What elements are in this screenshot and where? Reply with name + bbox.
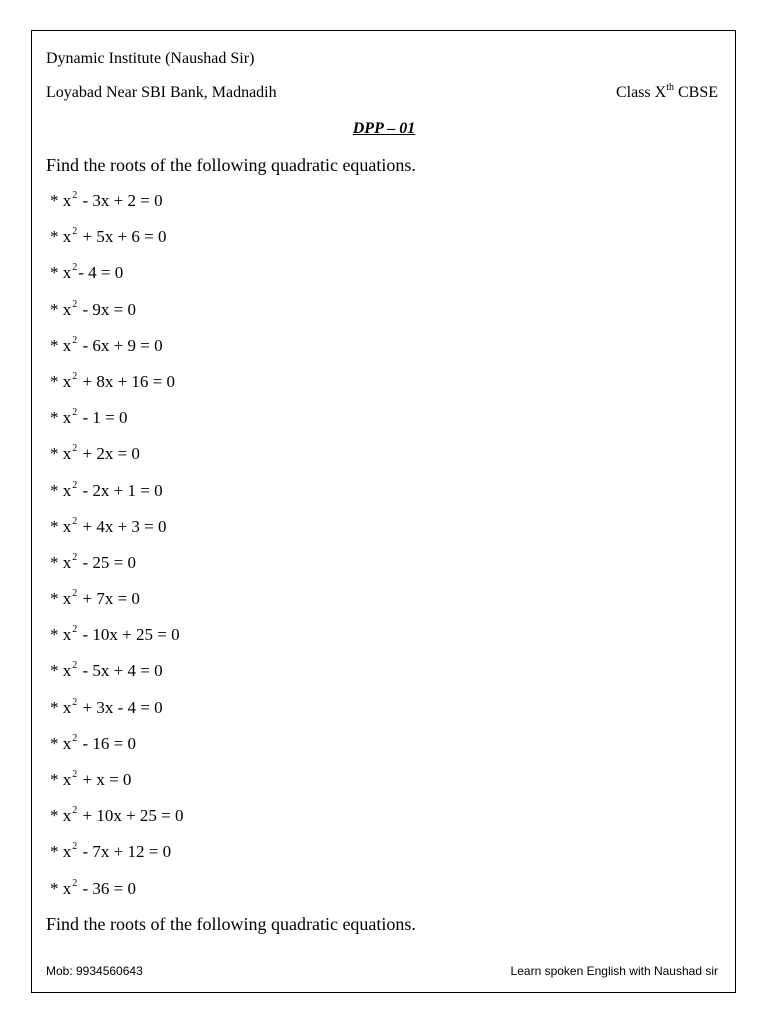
equation-item	[50, 371, 184, 407]
equation-variable: x	[62, 733, 72, 753]
institute-name: Dynamic Institute (Naushad Sir)	[46, 50, 255, 67]
equation-variable: x	[62, 625, 72, 645]
equation-terms: + 7x = 0	[78, 589, 140, 609]
class-prefix: Class X	[615, 84, 667, 101]
equation-terms: - 16 = 0	[78, 733, 136, 753]
instruction-bottom: Find the roots of the following quadratic equations.	[46, 914, 416, 934]
equation-item	[50, 407, 184, 443]
equation-bullet: *	[50, 878, 63, 898]
equation-variable: x	[62, 371, 72, 391]
equation-bullet: *	[50, 770, 63, 789]
equation-exponent: 2	[72, 805, 78, 817]
equation-exponent: 2	[72, 877, 78, 889]
equation-variable: x	[62, 335, 72, 355]
equation-exponent: 2	[72, 298, 78, 310]
equation-exponent: 2	[72, 443, 78, 455]
equation-exponent: 2	[72, 588, 78, 600]
equation-terms: - 9x = 0	[78, 299, 136, 319]
footer-tagline: Learn spoken English with Naushad sir	[510, 964, 718, 978]
equation-terms: - 3x + 2 = 0	[78, 191, 163, 210]
equation-terms: - 4 = 0	[78, 263, 124, 283]
equation-variable: x	[62, 842, 72, 862]
equation-variable: x	[62, 770, 72, 789]
equation-exponent: 2	[72, 370, 78, 382]
equation-exponent: 2	[72, 262, 78, 274]
equation-item	[50, 552, 184, 588]
equation-variable: x	[62, 299, 72, 319]
equation-item	[50, 697, 184, 733]
equation-bullet: *	[50, 516, 63, 536]
equation-variable: x	[62, 697, 72, 717]
class-superscript: th	[666, 82, 674, 93]
instruction-top: Find the roots of the following quadratic equations.	[46, 155, 416, 175]
equation-exponent: 2	[72, 515, 78, 527]
equation-terms: + 4x + 3 = 0	[78, 516, 167, 536]
equation-terms: - 5x + 4 = 0	[78, 661, 163, 681]
equation-item	[50, 480, 184, 516]
equation-exponent: 2	[72, 732, 78, 744]
equation-terms: - 7x + 12 = 0	[78, 842, 172, 862]
equation-exponent: 2	[72, 226, 78, 238]
equation-item	[50, 262, 184, 298]
institute-address: Loyabad Near SBI Bank, Madnadih	[46, 84, 277, 101]
equation-exponent: 2	[72, 551, 78, 563]
equation-terms: + 10x + 25 = 0	[78, 806, 184, 826]
equation-item	[50, 335, 184, 371]
equation-bullet: *	[50, 371, 63, 391]
equation-terms: + 5x + 6 = 0	[78, 227, 167, 247]
equation-exponent: 2	[72, 624, 78, 636]
equation-bullet: *	[50, 335, 63, 355]
equation-terms: - 1 = 0	[78, 408, 128, 428]
equation-bullet: *	[50, 299, 63, 319]
equation-variable: x	[62, 227, 72, 247]
equation-variable: x	[62, 589, 72, 609]
equation-item	[50, 190, 184, 226]
equation-terms: + 2x = 0	[78, 444, 140, 464]
equation-terms: - 10x + 25 = 0	[78, 625, 180, 645]
equation-exponent: 2	[72, 407, 78, 419]
equation-item	[50, 443, 184, 479]
equation-item	[50, 226, 184, 262]
equation-item	[50, 769, 184, 805]
equation-item	[50, 841, 184, 877]
equation-terms: + x = 0	[78, 770, 132, 789]
equation-item	[50, 299, 184, 335]
equation-terms: - 25 = 0	[78, 552, 136, 572]
equation-terms: - 6x + 9 = 0	[78, 335, 163, 355]
equation-bullet: *	[50, 842, 63, 862]
equation-bullet: *	[50, 227, 63, 247]
equation-variable: x	[62, 878, 72, 898]
equation-exponent: 2	[72, 841, 78, 853]
equation-variable: x	[62, 263, 72, 283]
equation-bullet: *	[50, 661, 63, 681]
equation-terms: - 2x + 1 = 0	[78, 480, 163, 500]
equation-exponent: 2	[72, 769, 78, 780]
equation-item	[50, 588, 184, 624]
equation-exponent: 2	[72, 334, 78, 346]
equation-exponent: 2	[72, 190, 78, 201]
equation-terms: + 8x + 16 = 0	[78, 371, 176, 391]
equation-bullet: *	[50, 263, 63, 283]
equation-item	[50, 878, 184, 914]
equation-exponent: 2	[72, 479, 78, 491]
equation-bullet: *	[50, 589, 63, 609]
equation-variable: x	[62, 444, 72, 464]
equation-bullet: *	[50, 191, 63, 210]
equation-item	[50, 660, 184, 696]
equation-variable: x	[62, 480, 72, 500]
class-label	[616, 84, 718, 102]
equation-exponent: 2	[72, 660, 78, 672]
equation-bullet: *	[50, 697, 63, 717]
equation-item	[50, 516, 184, 552]
equation-variable: x	[62, 661, 72, 681]
equation-item	[50, 733, 184, 769]
equation-terms: + 3x - 4 = 0	[78, 697, 163, 717]
equation-terms: - 36 = 0	[78, 878, 136, 898]
equation-variable: x	[62, 408, 72, 428]
equation-bullet: *	[50, 806, 63, 826]
equation-bullet: *	[50, 480, 63, 500]
equation-variable: x	[62, 516, 72, 536]
class-suffix: CBSE	[673, 84, 718, 101]
equation-bullet: *	[50, 444, 63, 464]
equation-bullet: *	[50, 625, 63, 645]
equation-bullet: *	[50, 408, 63, 428]
equation-bullet: *	[50, 552, 63, 572]
equation-bullet: *	[50, 733, 63, 753]
equation-variable: x	[62, 552, 72, 572]
equation-item	[50, 624, 184, 660]
equation-list	[50, 190, 184, 914]
footer-mobile: Mob: 9934560643	[46, 964, 143, 978]
equation-variable: x	[62, 191, 72, 210]
equation-variable: x	[62, 806, 72, 826]
worksheet-title: DPP – 01	[352, 120, 416, 137]
equation-exponent: 2	[72, 696, 78, 708]
equation-item	[50, 805, 184, 841]
